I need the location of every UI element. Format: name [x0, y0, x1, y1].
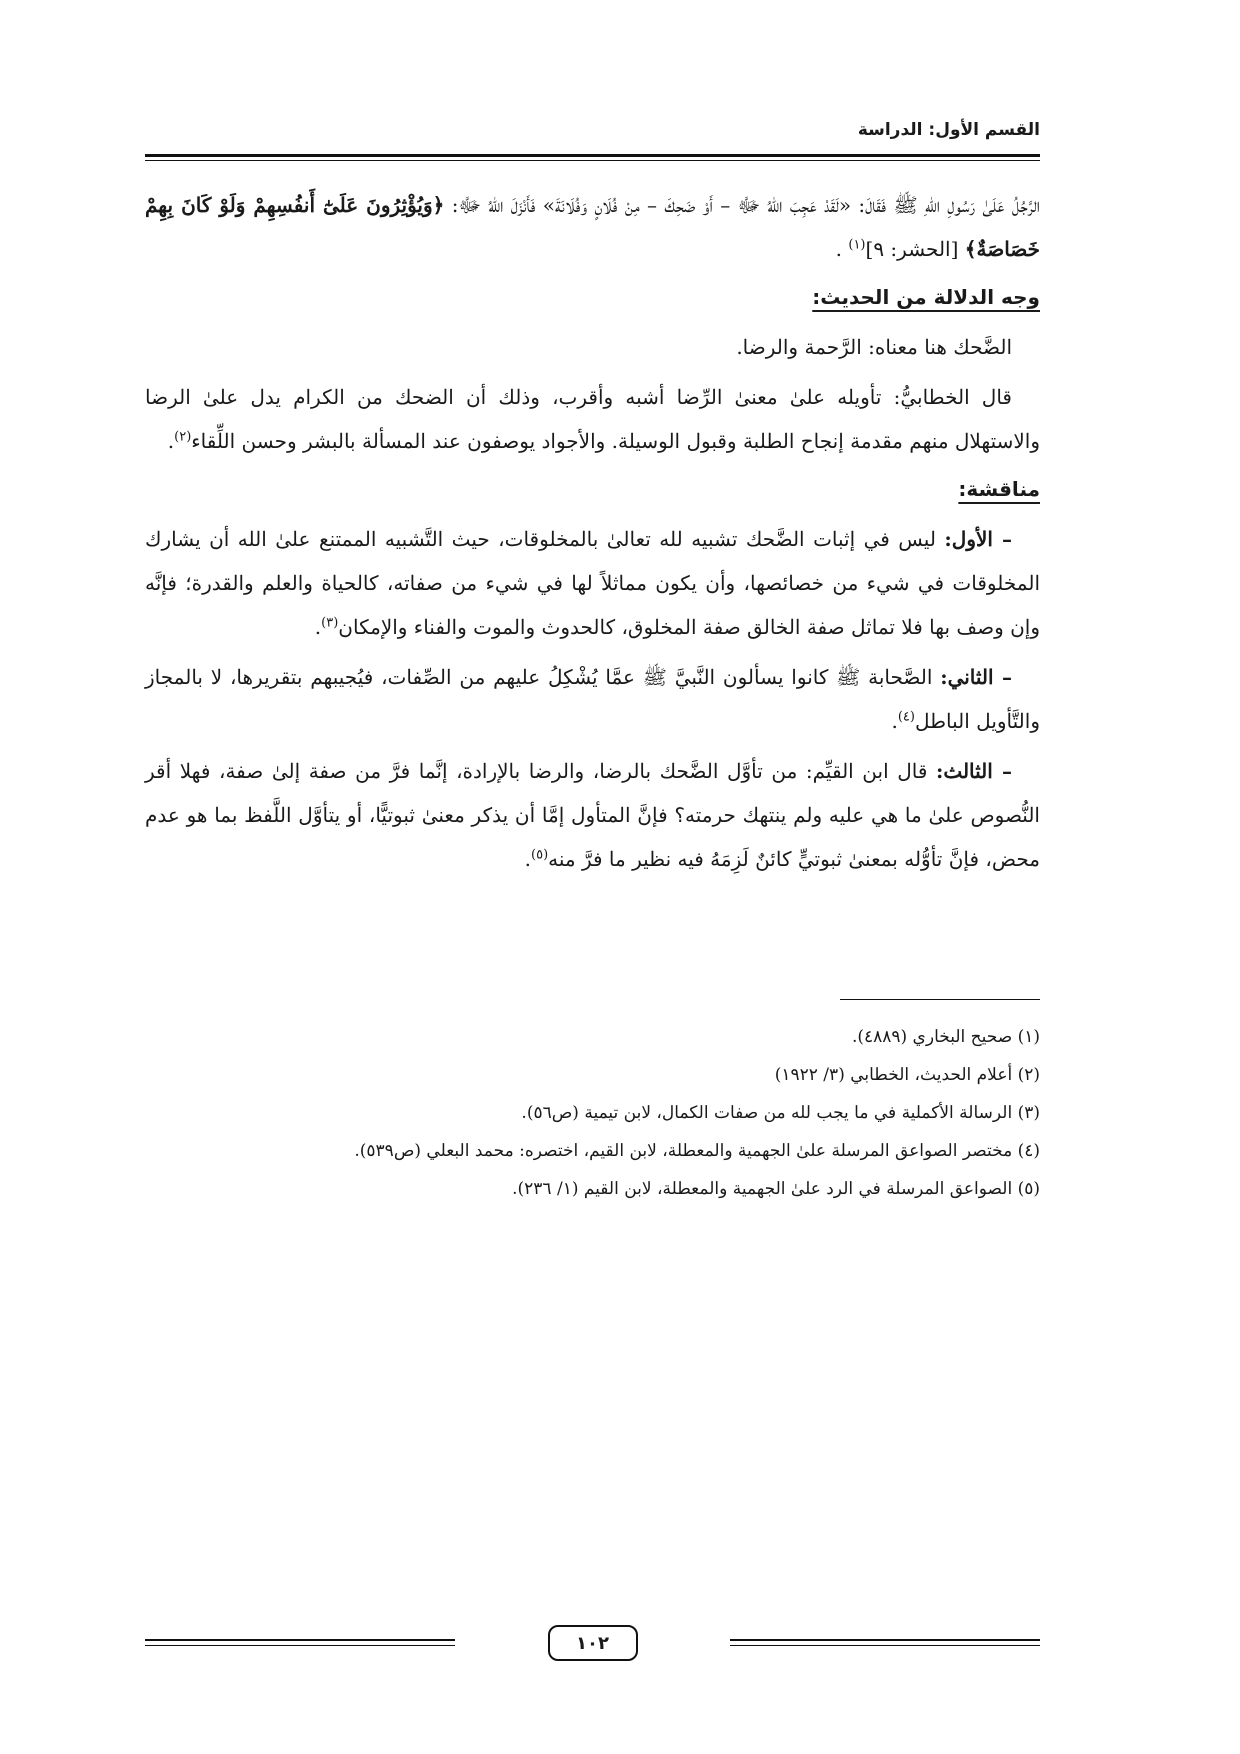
- point-3-text: قال ابن القيِّم: من تأوَّل الضَّحك بالرضا، والرضا بالإرادة، إنَّما فرَّ من صفة إلىٰ صفة، فهلا أقر النُّصوص علىٰ ما هي عليه ولم ينتهك حرمته؟ فإنَّ المتأول إمَّا أن يذكر معنىٰ ثبوتيًّا، أو يتأوَّل اللَّفظ بما هو عدم محض، فإنَّ تأوُّله بمعنىٰ ثبوتيٍّ كائنٌ لَزِمَهُ فيه نظير ما فرَّ منه: [145, 759, 1040, 871]
- footnote-separator: [840, 999, 1040, 1000]
- main-text: [145, 183, 1040, 881]
- point-3-label: – الثالث:: [935, 759, 1012, 783]
- evidence-paragraph-2-end: .: [167, 429, 175, 453]
- point-1-end: .: [314, 615, 322, 639]
- footnote-3: (٣) الرسالة الأكملية في ما يجب لله من صفات الكمال، لابن تيمية (ص٥٦).: [521, 1103, 1040, 1123]
- point-1-label: – الأول:: [944, 527, 1013, 551]
- footer-rule-right: [730, 1639, 1040, 1641]
- header-rule-thin: [145, 160, 1040, 161]
- intro-line1: الرَّجُلُ عَلَىٰ رَسُولِ اللهِ ﷺ فَقَالَ: «لَقَدْ عَجِبَ اللهُ ﷻ – أَوْ ضَحِكَ – مِنْ فُلَانٍ وَفُلَانَةَ» فَأَنْزَلَ اللهُ: [488, 193, 1041, 217]
- point-1-text: ليس في إثبات الضَّحك تشبيه لله تعالىٰ بالمخلوقات، حيث التَّشبيه الممتنع علىٰ الله أن يشارك المخلوقات في شيء من خصائصها، وأن يكون مماثلاً لها في شيء من صفاته، كالحياة والعلم والقدرة؛ فإنَّه وإن وصف بها فلا تماثل صفة الخالق صفة المخلوق، كالحدوث والموت والفناء والإمكان: [145, 527, 1040, 639]
- section-heading-discussion: مناقشة:: [958, 477, 1040, 501]
- discussion-point-2: [145, 655, 1040, 743]
- discussion-point-1: [145, 517, 1040, 649]
- intro-line2-pre: ﷻ:: [444, 193, 482, 217]
- footer-rule-left: [145, 1639, 455, 1641]
- footnote-ref-1[interactable]: (١): [848, 237, 866, 253]
- footnote-ref-3[interactable]: (٣): [321, 615, 339, 631]
- footnote-ref-2[interactable]: (٢): [174, 429, 192, 445]
- point-3-end: .: [524, 847, 531, 871]
- page-footer: [145, 1625, 1040, 1665]
- running-header: القسم الأول: الدراسة: [857, 120, 1040, 140]
- footnote-1: (١) صحيح البخاري (٤٨٨٩).: [851, 1027, 1040, 1047]
- intro-end: .: [835, 237, 849, 261]
- footnote-2: (٢) أعلام الحديث، الخطابي (٣/ ١٩٢٢): [774, 1065, 1040, 1085]
- footnote-4: (٤) مختصر الصواعق المرسلة علىٰ الجهمية والمعطلة، لابن القيم، اختصره: محمد البعلي (ص٥٣٩).: [354, 1141, 1040, 1161]
- point-2-end: .: [891, 709, 898, 733]
- footer-rule-left-thin: [145, 1645, 455, 1646]
- footnote-ref-5[interactable]: (٥): [531, 847, 549, 863]
- evidence-paragraph-2-text: قال الخطابيُّ: تأويله علىٰ معنىٰ الرِّضا أشبه وأقرب، وذلك أن الضحك من الكرام يدل علىٰ الرضا والاستهلال منهم مقدمة إنجاح الطلبة وقبول الوسيلة. والأجواد يوصفون عند المسألة بالبشر وحسن اللِّقاء: [145, 385, 1040, 453]
- page: [145, 120, 1040, 1720]
- footnote-ref-4[interactable]: (٤): [897, 709, 915, 725]
- header-rule: [145, 154, 1040, 157]
- point-2-text: الصَّحابة ﷺ كانوا يسألون النَّبيَّ ﷺ عمَّا يُشْكِلُ عليهم من الصِّفات، فيُجيبهم بتقريرها، لا بالمجاز والتَّأويل الباطل: [145, 665, 1040, 733]
- surah-reference: [الحشر: ٩]: [865, 237, 965, 261]
- evidence-paragraph-2: [145, 375, 1040, 463]
- evidence-paragraph-1: الضَّحك هنا معناه: الرَّحمة والرضا.: [736, 335, 1012, 359]
- point-2-label: – الثاني:: [940, 665, 1012, 689]
- page-number: ١٠٢: [548, 1625, 638, 1661]
- quran-verse: ﴿وَيُؤْثِرُونَ عَلَىٰٓ أَنفُسِهِمْ وَلَوْ كَانَ بِهِمْ خَصَاصَةٌ﴾: [145, 193, 1040, 261]
- section-heading-evidence: وجه الدلالة من الحديث:: [812, 285, 1040, 309]
- footnotes: [145, 1018, 1040, 1208]
- intro-paragraph: [145, 183, 1040, 271]
- footer-rule-right-thin: [730, 1645, 1040, 1646]
- discussion-point-3: [145, 749, 1040, 881]
- footnote-5: (٥) الصواعق المرسلة في الرد علىٰ الجهمية والمعطلة، لابن القيم (١/ ٢٣٦).: [512, 1179, 1040, 1199]
